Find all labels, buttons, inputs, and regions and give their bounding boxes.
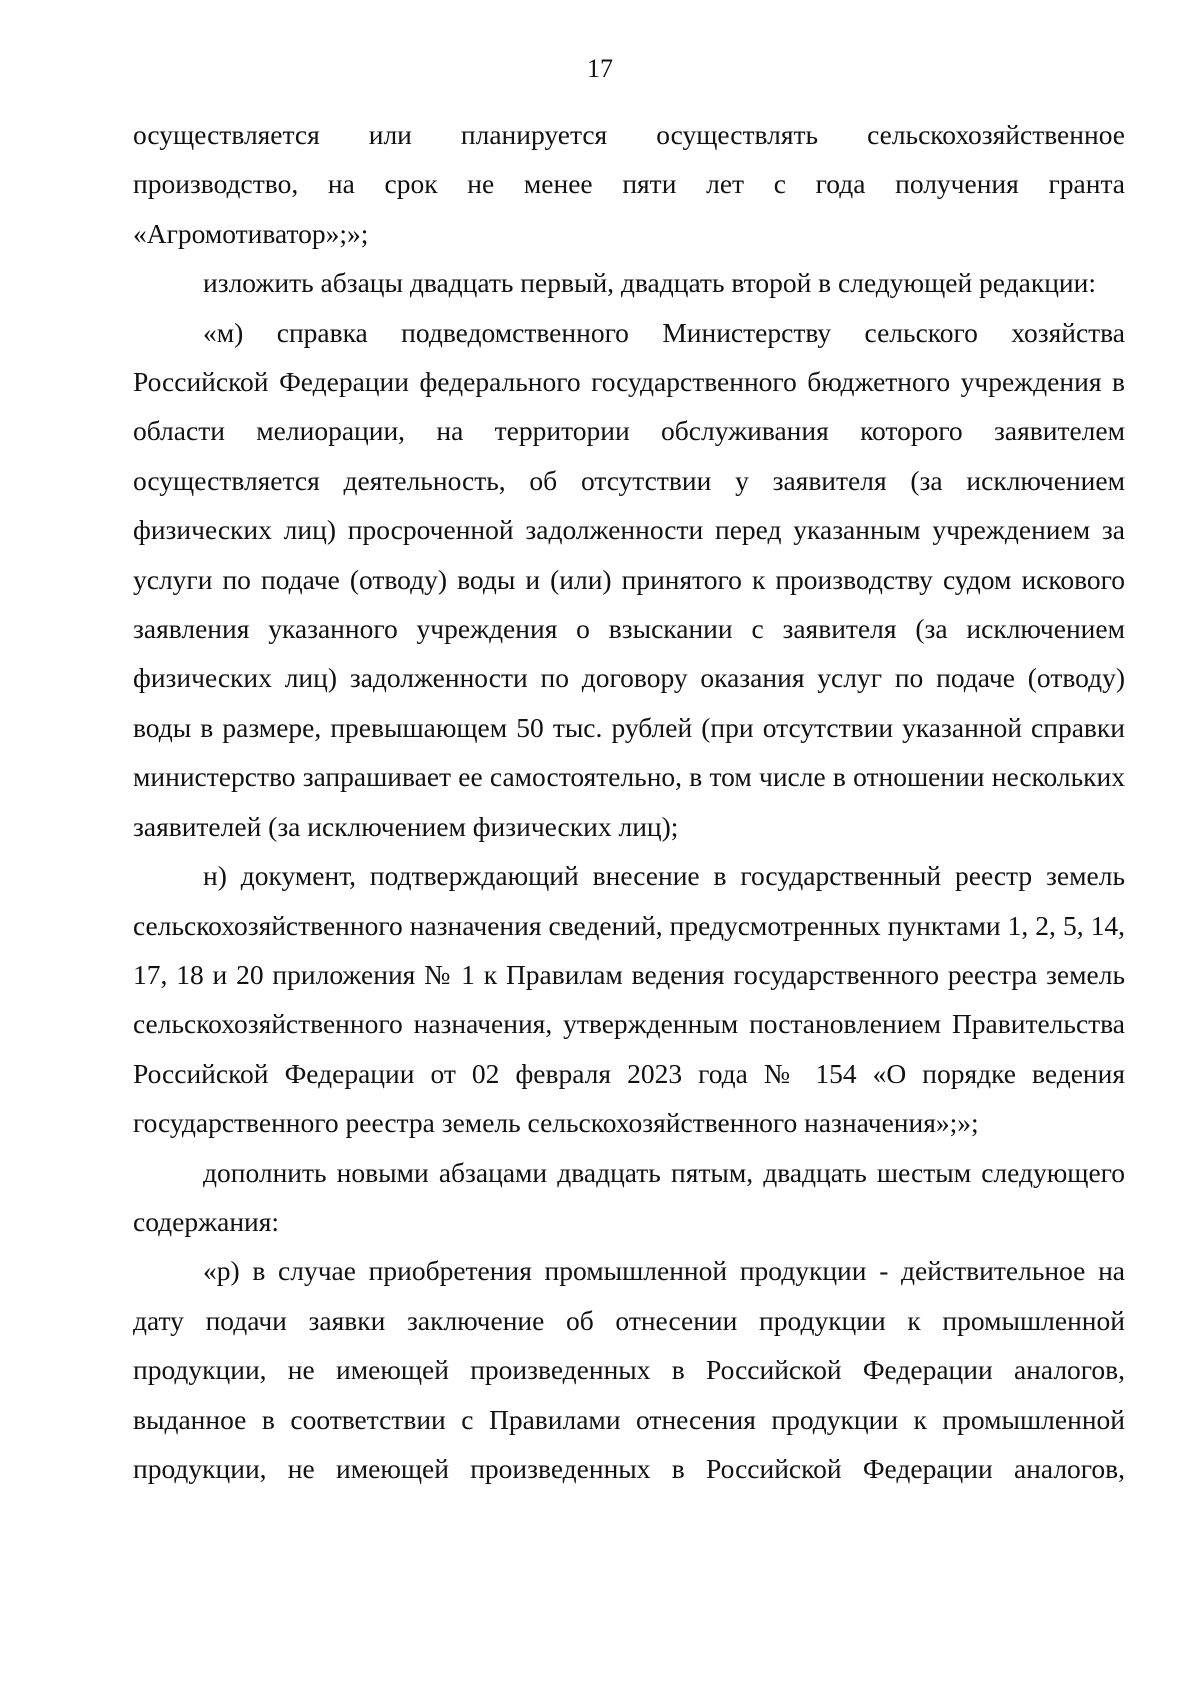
paragraph-amend-instruction: изложить абзацы двадцать первый, двадцать второй в следующей редакции: bbox=[203, 267, 1096, 299]
page-number: 17 bbox=[587, 54, 613, 83]
paragraph-continuation: осуществляется или планируется осуществлять сельскохозяйственное производство, на срок не менее пяти лет с года получения гранта «Агромотиватор»;»; bbox=[133, 119, 1125, 249]
paragraph-item-n: н) документ, подтверждающий внесение в государственный реестр земель сельскохозяйственного назначения сведений, предусмотренных пунктами 1, 2, 5, 14, 17, 18 и 20 приложения № 1 к Правилам ведения государственного реестра земель сельскохозяйственного назначения, утвержденным постановлением Правительства Российской Федерации от 02 февраля 2023 года № 154 «О порядке ведения государственного реестра земель сельскохозяйственного назначения»;»; bbox=[133, 860, 1125, 1139]
paragraph-item-m: «м) справка подведомственного Министерству сельского хозяйства Российской Федерации федерального государственного бюджетного учреждения в области мелиорации, на территории обслуживания которого заявителем осуществляется деятельность, об отсутствии у заявителя (за исключением физических лиц) просроченной задолженности перед указанным учреждением за услуги по подаче (отводу) воды и (или) принятого к производству судом искового заявления указанного учреждения о взыскании с заявителя (за исключением физических лиц) задолженности по договору оказания услуг по подаче (отводу) воды в размере, превышающем 50 тыс. рублей (при отсутствии указанной справки министерство запрашивает ее самостоятельно, в том числе в отношении нескольких заявителей (за исключением физических лиц); bbox=[133, 316, 1125, 842]
paragraph-add-instruction: дополнить новыми абзацами двадцать пятым, двадцать шестым следующего содержания: bbox=[133, 1156, 1125, 1237]
paragraph-item-r: «р) в случае приобретения промышленной продукции - действительное на дату подачи заявки заключение об отнесении продукции к промышленной продукции, не имеющей произведенных в Российской Федерации аналогов, выданное в соответствии с Правилами отнесения продукции к промышленной продукции, не имеющей произведенных в Российской Федерации аналогов, bbox=[133, 1255, 1125, 1484]
document-body bbox=[133, 110, 1125, 1493]
